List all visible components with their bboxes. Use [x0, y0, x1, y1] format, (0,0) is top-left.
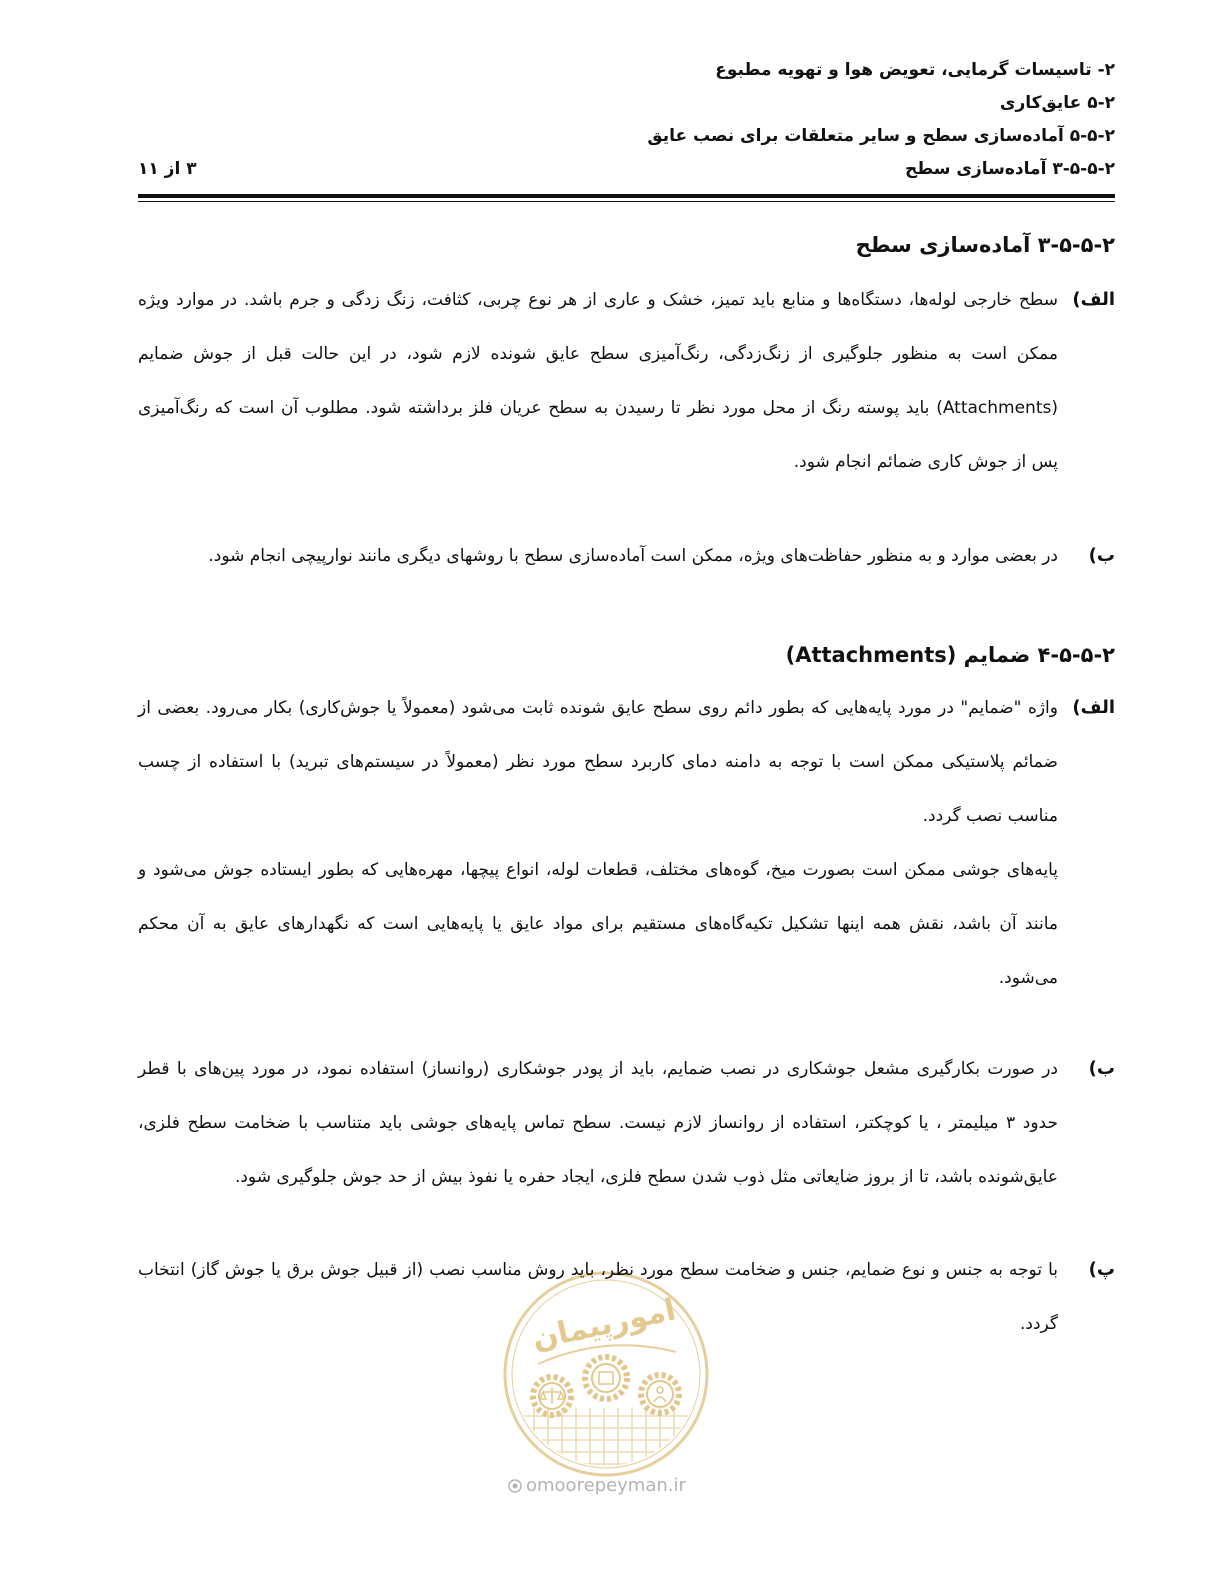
paragraph: در صورت بکارگیری مشعل جوشکاری در نصب ضمایم، باید از پودر جوشکاری (روانساز) استفاده نمود، در مورد پین‌های با قطر حدود ۳ میلیمتر ، یا کوچکتر، استفاده از روانساز لازم نیست. سطح تماس پایه‌های جوشی باید متناسب با ضخامت سطح فلزی، عایق‌شونده باشد، تا از بروز ضایعاتی مثل ذوب شدن سطح فلزی، ایجاد حفره یا نفوذ بیش از حد جوش جلوگیری شود.	[138, 1059, 1058, 1187]
watermark-site-url: omoorepeyman.ir	[526, 1475, 686, 1496]
section-heading-surface-preparation	[138, 228, 1115, 262]
header-clause-number: ۲-۵-۵-۳	[1052, 159, 1115, 179]
watermark-logo-text: امورپیمان	[529, 1292, 679, 1357]
paragraph: سطح خارجی لوله‌ها، دستگاه‌ها و منابع باید تمیز، خشک و عاری از هر نوع چربی، کثافت، زنگ زدگی و جرم باشد. در موارد ویژه ممکن است به منظور جلوگیری از زنگ‌زدگی، رنگ‌آمیزی سطح عایق شونده لازم شود، در این حالت قبل از جوش ضمایم (Attachments) باید پوسته رنگ از محل مورد نظر تا رسیدن به سطح عریان فلز برداشته شود. مطلوب آن است که رنگ‌آمیزی پس از جوش کاری ضمائم انجام شود.	[138, 290, 1058, 472]
clause-body	[138, 529, 1058, 583]
clause-alef	[138, 681, 1115, 1005]
watermark-gears	[533, 1357, 679, 1415]
page-header	[138, 54, 1115, 186]
clause-alef	[138, 273, 1115, 489]
clause-label: الف)	[1072, 289, 1115, 310]
header-chapter	[138, 54, 1115, 87]
section-title: آماده‌سازی سطح	[855, 233, 1031, 257]
header-chapter-title: تاسیسات گرمایی، تعویض هوا و تهویه مطبوع	[715, 60, 1092, 80]
clause-body	[138, 681, 1058, 1005]
header-double-rule	[138, 194, 1115, 202]
site-logo-icon	[508, 1479, 522, 1493]
clause-be	[138, 1042, 1115, 1204]
clause-label: الف)	[1072, 697, 1115, 718]
document-page	[138, 54, 1115, 1351]
header-subsection-number: ۲-۵-۵	[1069, 126, 1115, 146]
section-number: ۲-۵-۵-۴	[1037, 643, 1115, 667]
header-section-number: ۲-۵	[1087, 93, 1115, 113]
clause-pe	[138, 1243, 1115, 1351]
header-subsection	[138, 120, 1115, 153]
clause-body	[138, 1243, 1058, 1351]
clause-be	[138, 529, 1115, 583]
watermark-building-grid	[510, 1408, 702, 1480]
clause-body	[138, 1042, 1058, 1204]
section-heading-attachments	[138, 638, 1115, 672]
page-number: ۳ از ۱۱	[138, 159, 197, 179]
header-clause	[138, 153, 1115, 186]
clause-label: ب)	[1088, 545, 1115, 566]
header-section-title: عایق‌کاری	[999, 93, 1082, 113]
clause-label: پ)	[1088, 1259, 1115, 1280]
watermark-site	[508, 1474, 686, 1498]
header-chapter-number: ۲-	[1097, 60, 1115, 80]
paragraph: با توجه به جنس و نوع ضمایم، جنس و ضخامت سطح مورد نظر، باید روش مناسب نصب (از قبیل جوش برق یا جوش گاز) انتخاب گردد.	[138, 1260, 1058, 1334]
header-clause-title: آماده‌سازی سطح	[904, 159, 1047, 179]
header-subsection-title: آماده‌سازی سطح و سایر متعلقات برای نصب عایق	[647, 126, 1064, 146]
paragraph: پایه‌های جوشی ممکن است بصورت میخ، گوه‌های مختلف، قطعات لوله، انواع پیچها، مهره‌هایی که بطور ایستاده جوش می‌شود و مانند آن باشد، نقش همه اینها تشکیل تکیه‌گاه‌های مستقیم برای مواد عایق یا پایه‌هایی است که نگهدارهای عایق به آن محکم می‌شود.	[138, 860, 1058, 988]
header-section	[138, 87, 1115, 120]
clause-label: ب)	[1088, 1058, 1115, 1079]
clause-body	[138, 273, 1058, 489]
paragraph: در بعضی موارد و به منظور حفاظت‌های ویژه، ممکن است آماده‌سازی سطح با روشهای دیگری مانند نوارپیچی انجام شود.	[208, 546, 1058, 566]
section-number: ۲-۵-۵-۳	[1037, 233, 1115, 257]
paragraph: واژه "ضمایم" در مورد پایه‌هایی که بطور دائم روی سطح عایق شونده ثابت می‌شود (معمولاً یا جوش‌کاری) بکار می‌رود. بعضی از ضمائم پلاستیکی ممکن است با توجه به دامنه دمای کاربرد سطح مورد نظر (معمولاً در سیستم‌های تبرید) با استفاده از چسب مناسب نصب گردد.	[138, 698, 1058, 826]
section-title: ضمایم (Attachments)	[785, 643, 1031, 667]
